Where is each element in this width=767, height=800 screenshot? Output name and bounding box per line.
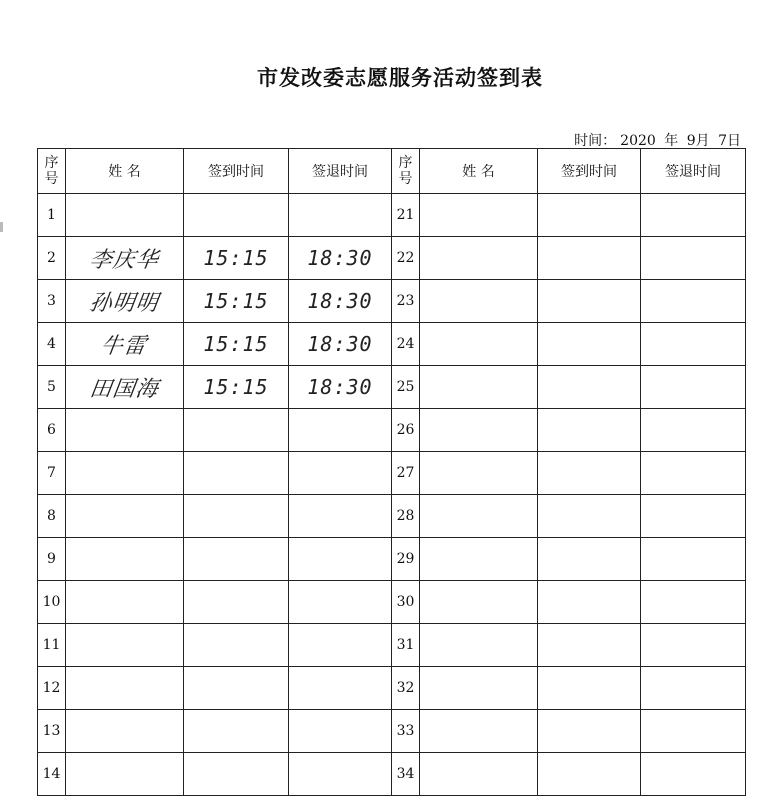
row-number-cell (38, 452, 66, 495)
row-number: 22 (396, 250, 415, 266)
row-number: 9 (47, 551, 56, 567)
date-year-unit: 年 (664, 133, 679, 149)
sign-in-time-cell (538, 495, 641, 538)
signer-name-cell (66, 753, 184, 796)
table-row (38, 624, 746, 667)
sign-out-time-cell (289, 452, 392, 495)
row-number: 6 (47, 422, 56, 438)
header-name-right: 姓 名 (420, 149, 538, 194)
sign-in-time-cell (184, 452, 289, 495)
sign-out-time-cell (641, 409, 746, 452)
row-number-cell (392, 753, 420, 796)
row-number: 25 (396, 379, 415, 395)
row-number-cell (392, 710, 420, 753)
sign-out-time: 18:30 (307, 246, 373, 270)
signer-name-cell (420, 280, 538, 323)
sign-in-time-cell (538, 667, 641, 710)
signer-name-cell (66, 194, 184, 237)
sign-out-time-cell (641, 753, 746, 796)
row-number-cell (38, 280, 66, 323)
sign-out-time: 18:30 (307, 375, 373, 399)
table-row (38, 237, 746, 280)
signer-name-cell (420, 194, 538, 237)
row-number-cell (392, 452, 420, 495)
row-number: 2 (47, 250, 56, 266)
sign-in-time: 15:15 (203, 332, 269, 356)
sign-out-time-cell (289, 667, 392, 710)
row-number-cell (392, 624, 420, 667)
header-signin-right: 签到时间 (538, 149, 641, 194)
row-number: 1 (47, 207, 56, 223)
row-number-cell (38, 366, 66, 409)
sign-out-time-cell (289, 538, 392, 581)
signer-name: 牛雷 (99, 333, 149, 359)
row-number: 3 (47, 293, 56, 309)
signer-name: 孙明明 (87, 290, 161, 316)
row-number: 5 (47, 379, 56, 395)
signer-name-cell (420, 409, 538, 452)
sign-out-time-cell (641, 581, 746, 624)
sign-out-time-cell (289, 753, 392, 796)
row-number: 33 (396, 723, 415, 739)
sign-out-time-cell (289, 624, 392, 667)
sign-out-time-cell (641, 667, 746, 710)
signer-name-cell (66, 280, 184, 323)
signer-name-cell (420, 237, 538, 280)
signer-name-cell (420, 581, 538, 624)
sign-out-time: 18:30 (307, 289, 373, 313)
signer-name-cell (66, 667, 184, 710)
sign-out-time-cell (289, 581, 392, 624)
sign-out-time-cell (641, 323, 746, 366)
table-row (38, 753, 746, 796)
sign-in-time-cell (538, 624, 641, 667)
signer-name-cell (420, 538, 538, 581)
table-row (38, 194, 746, 237)
sign-in-time-cell (184, 667, 289, 710)
sign-in-time-cell (184, 280, 289, 323)
sign-out-time-cell (641, 280, 746, 323)
sign-in-time-cell (538, 710, 641, 753)
sign-in-time-cell (184, 753, 289, 796)
signer-name-cell (66, 409, 184, 452)
row-number-cell (392, 323, 420, 366)
row-number-cell (392, 538, 420, 581)
sign-in-time-cell (538, 323, 641, 366)
row-number-cell (392, 667, 420, 710)
sign-out-time-cell (641, 495, 746, 538)
sign-out-time-cell (641, 366, 746, 409)
signer-name-cell (420, 624, 538, 667)
row-number: 26 (396, 422, 415, 438)
scan-mark (0, 222, 3, 232)
sign-in-time-cell (538, 538, 641, 581)
row-number-cell (38, 753, 66, 796)
row-number: 4 (47, 336, 56, 352)
table-row (38, 538, 746, 581)
table-row (38, 495, 746, 538)
signer-name-cell (66, 538, 184, 581)
sign-in-time-cell (538, 409, 641, 452)
signer-name-cell (420, 323, 538, 366)
row-number-cell (392, 495, 420, 538)
signer-name-cell (420, 452, 538, 495)
sign-in-table (37, 148, 746, 796)
sign-in-time-cell (184, 581, 289, 624)
sheet-date (572, 130, 743, 150)
sign-out-time-cell (289, 409, 392, 452)
row-number: 31 (396, 637, 415, 653)
signer-name-cell (66, 581, 184, 624)
header-seq-text: 序 号 (398, 155, 413, 187)
signer-name-cell (66, 452, 184, 495)
table-row (38, 323, 746, 366)
sign-out-time-cell (289, 237, 392, 280)
table-row (38, 667, 746, 710)
table-row (38, 710, 746, 753)
sign-out-time-cell (641, 538, 746, 581)
sign-out-time-cell (641, 710, 746, 753)
row-number-cell (38, 409, 66, 452)
sign-in-time-cell (538, 194, 641, 237)
row-number: 13 (42, 723, 61, 739)
row-number-cell (38, 495, 66, 538)
row-number: 10 (42, 594, 61, 610)
sign-out-time-cell (289, 366, 392, 409)
sign-in-time-cell (538, 581, 641, 624)
row-number-cell (38, 581, 66, 624)
sign-in-time-cell (184, 409, 289, 452)
sign-in-time-cell (538, 753, 641, 796)
table-row (38, 280, 746, 323)
sign-out-time-cell (289, 495, 392, 538)
row-number-cell (38, 667, 66, 710)
signer-name-cell (420, 495, 538, 538)
row-number: 23 (396, 293, 415, 309)
date-year: 2020 (620, 133, 656, 149)
sign-out-time-cell (641, 452, 746, 495)
sign-out-time-cell (289, 280, 392, 323)
row-number: 24 (396, 336, 415, 352)
row-number: 34 (396, 766, 415, 782)
sign-in-time-cell (184, 495, 289, 538)
sign-out-time-cell (641, 194, 746, 237)
row-number-cell (392, 194, 420, 237)
header-seq-text: 序 号 (44, 155, 59, 187)
table-row (38, 581, 746, 624)
sign-in-time-cell (184, 538, 289, 581)
signer-name-cell (420, 710, 538, 753)
signer-name-cell (66, 495, 184, 538)
sign-out-time-cell (289, 194, 392, 237)
signer-name-cell (66, 237, 184, 280)
sign-in-time-cell (184, 366, 289, 409)
table-row (38, 366, 746, 409)
header-row (38, 149, 746, 194)
header-signout-left: 签退时间 (289, 149, 392, 194)
row-number: 7 (47, 465, 56, 481)
row-number: 30 (396, 594, 415, 610)
sign-in-time-cell (184, 323, 289, 366)
sign-in-time-cell (538, 366, 641, 409)
signer-name-cell (420, 366, 538, 409)
sign-in-time-cell (538, 280, 641, 323)
sign-out-time-cell (289, 323, 392, 366)
signer-name: 李庆华 (87, 247, 161, 273)
row-number-cell (38, 710, 66, 753)
row-number-cell (392, 409, 420, 452)
header-signout-right: 签退时间 (641, 149, 746, 194)
signer-name: 田国海 (87, 376, 161, 402)
row-number: 29 (396, 551, 415, 567)
signer-name-cell (66, 323, 184, 366)
header-seq-right (392, 149, 420, 194)
row-number: 8 (47, 508, 56, 524)
row-number: 28 (396, 508, 415, 524)
signer-name-cell (66, 366, 184, 409)
signer-name-cell (66, 624, 184, 667)
row-number: 21 (396, 207, 415, 223)
sign-in-time-cell (184, 237, 289, 280)
row-number-cell (392, 581, 420, 624)
sign-out-time-cell (289, 710, 392, 753)
signer-name-cell (420, 753, 538, 796)
row-number-cell (38, 237, 66, 280)
sign-in-time-cell (184, 194, 289, 237)
sign-in-time: 15:15 (203, 375, 269, 399)
page-title: 市发改委志愿服务活动签到表 (257, 65, 543, 90)
sign-in-time: 15:15 (203, 289, 269, 313)
signer-name-cell (420, 667, 538, 710)
row-number-cell (38, 624, 66, 667)
row-number-cell (392, 237, 420, 280)
sign-out-time-cell (641, 237, 746, 280)
header-name-left: 姓 名 (66, 149, 184, 194)
row-number-cell (392, 366, 420, 409)
sign-in-time-cell (538, 237, 641, 280)
sign-out-time: 18:30 (307, 332, 373, 356)
row-number-cell (392, 280, 420, 323)
sign-in-time-cell (184, 624, 289, 667)
sign-out-time-cell (641, 624, 746, 667)
row-number: 14 (42, 766, 61, 782)
date-month: 9月 (686, 133, 710, 149)
table-row (38, 409, 746, 452)
header-signin-left: 签到时间 (184, 149, 289, 194)
header-seq-left (38, 149, 66, 194)
row-number: 12 (42, 680, 61, 696)
table-row (38, 452, 746, 495)
date-day: 7日 (718, 133, 741, 149)
signer-name-cell (66, 710, 184, 753)
row-number-cell (38, 194, 66, 237)
row-number: 32 (396, 680, 415, 696)
row-number-cell (38, 323, 66, 366)
sign-in-time: 15:15 (203, 246, 269, 270)
sign-in-time-cell (538, 452, 641, 495)
row-number: 11 (42, 637, 61, 653)
row-number: 27 (396, 465, 415, 481)
date-label: 时间： (574, 133, 617, 149)
row-number-cell (38, 538, 66, 581)
sign-in-time-cell (184, 710, 289, 753)
